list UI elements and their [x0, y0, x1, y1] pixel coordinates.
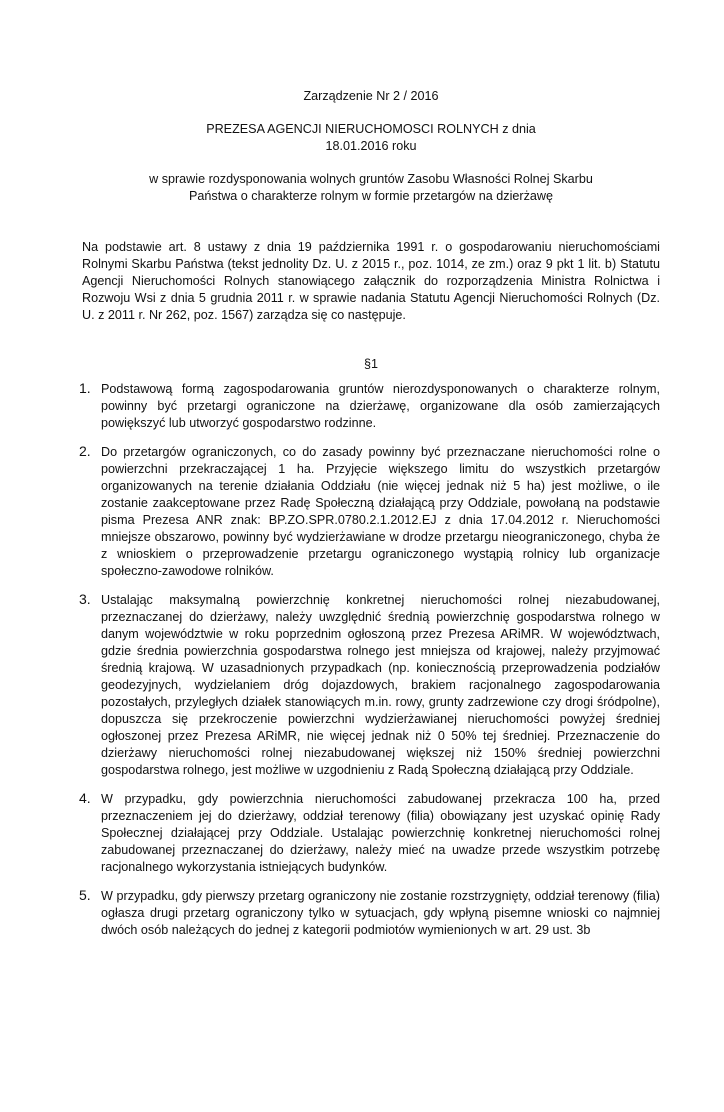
subject-line-1: w sprawie rozdysponowania wolnych gruntów Zasobu Własności Rolnej Skarbu	[149, 172, 593, 186]
issuer-line-1: PREZESA AGENCJI NIERUCHOMOSCI ROLNYCH z dnia	[206, 122, 536, 136]
subject-line-2: Państwa o charakterze rolnym w formie przetargów na dzierżawę	[189, 189, 553, 203]
issuer-block	[82, 121, 660, 155]
list-item-number: 2.	[79, 443, 91, 459]
subject-block	[82, 171, 660, 205]
list-item-text: W przypadku, gdy powierzchnia nieruchomości zabudowanej przekracza 100 ha, przed przeznaczeniem jej do dzierżawy, oddział terenowy (filia) obowiązany jest uzyskać opinię Rady Społecznej działającej przy Oddziale. Ustalając powierzchnię konkretnej nieruchomości rolnej zabudowanej przeznaczanej do dzierżawy, należy mieć na uwadze przede wszystkim potrzebę racjonalnego wykorzystania istniejących budynków.	[101, 792, 660, 874]
document-page	[0, 88, 724, 1112]
list-item	[79, 443, 660, 580]
list-item-text: Ustalając maksymalną powierzchnię konkretnej nieruchomości rolnej niezabudowanej, przeznaczanej do dzierżawy, należy uwzględnić średnią powierzchnię gospodarstwa rolnego w danym województwie w roku poprzednim ogłoszoną przez Prezesa ARiMR. W województwach, gdzie średnia powierzchnia gospodarstwa rolnego jest mniejsza od krajowej, należy przyjmować średnią krajową. W uzasadnionych przypadkach (np. koniecznością przeprowadzenia podziałów geodezyjnych, wydzielaniem dróg dojazdowych, brakiem racjonalnego zagospodarowania pozostałych, przyległych działek stanowiących m.in. rowy, grunty zadrzewione czy drogi śródpolne), dopuszcza się przekroczenie powierzchni wydzierżawianej nieruchomości powyżej średniej ogłoszonej przez Prezesa ARiMR, nie więcej jednak niż 0 50% tej średniej. Przeznaczenie do dzierżawy nieruchomości rolnej niezabudowanej większej niż 150% średniej powierzchni gospodarstwa rolnego, jest możliwe w uzgodnieniu z Radą Społeczną działającą przy Oddziale.	[101, 593, 660, 777]
issuer-line-2: 18.01.2016 roku	[325, 139, 417, 153]
list-item-text: Podstawową formą zagospodarowania gruntów nierozdysponowanych o charakterze rolnym, powinny być przetargi ograniczone na dzierżawę, organizowane dla osób zamierzających powiększyć lub utworzyć gospodarstwo rodzinne.	[101, 382, 660, 430]
document-title: Zarządzenie Nr 2 / 2016	[303, 89, 439, 103]
list-item-text: Do przetargów ograniczonych, co do zasady powinny być przeznaczane nieruchomości rolne o powierzchni przekraczającej 1 ha. Przyjęcie większego limitu do wszystkich przetargów organizowanych na terenie działania Oddziału (nie więcej jednak niż 5 ha) jest możliwe, o ile zostanie zaakceptowane przez Radę Społeczną działającą przy Oddziale, powołaną na podstawie pisma Prezesa ANR znak: BP.ZO.SPR.0780.2.1.2012.EJ z dnia 17.04.2012 r. Nieruchomości mniejsze obszarowo, powinny być wydzierżawiane w drodze przetargu nieograniczonego, chyba że z wnioskiem o przeprowadzenie przetargu ograniczonego wystąpią rolnicy lub organizacje społeczno-zawodowe rolników.	[101, 445, 660, 578]
list-item	[79, 790, 660, 876]
list-item	[79, 887, 660, 939]
list-item-text: W przypadku, gdy pierwszy przetarg ograniczony nie zostanie rozstrzygnięty, oddział terenowy (filia) ogłasza drugi przetarg ograniczony tylko w sytuacjach, gdy wpłyną pisemne wnioski co najmniej dwóch osób należących do jednej z kategorii podmiotów wymienionych w art. 29 ust. 3b	[101, 889, 660, 937]
list-item-number: 3.	[79, 591, 91, 607]
preamble-paragraph: Na podstawie art. 8 ustawy z dnia 19 października 1991 r. o gospodarowaniu nieruchomościami Rolnymi Skarbu Państwa (tekst jednolity Dz. U. z 2015 r., poz. 1014, ze zm.) oraz 9 pkt 1 lit. b) Statutu Agencji Nieruchomości Rolnych stanowiącego załącznik do rozporządzenia Ministra Rolnictwa i Rozwoju Wsi z dnia 5 grudnia 2011 r. w sprawie nadania Statutu Agencji Nieruchomości Rolnych (Dz. U. z 2011 r. Nr 262, poz. 1567) zarządza się co następuje.	[82, 240, 660, 322]
provisions-list	[79, 380, 660, 939]
section-heading: §1	[363, 357, 378, 371]
list-item-number: 5.	[79, 887, 91, 903]
list-item-number: 1.	[79, 380, 91, 396]
list-item	[79, 380, 660, 432]
list-item-number: 4.	[79, 790, 91, 806]
list-item	[79, 591, 660, 779]
